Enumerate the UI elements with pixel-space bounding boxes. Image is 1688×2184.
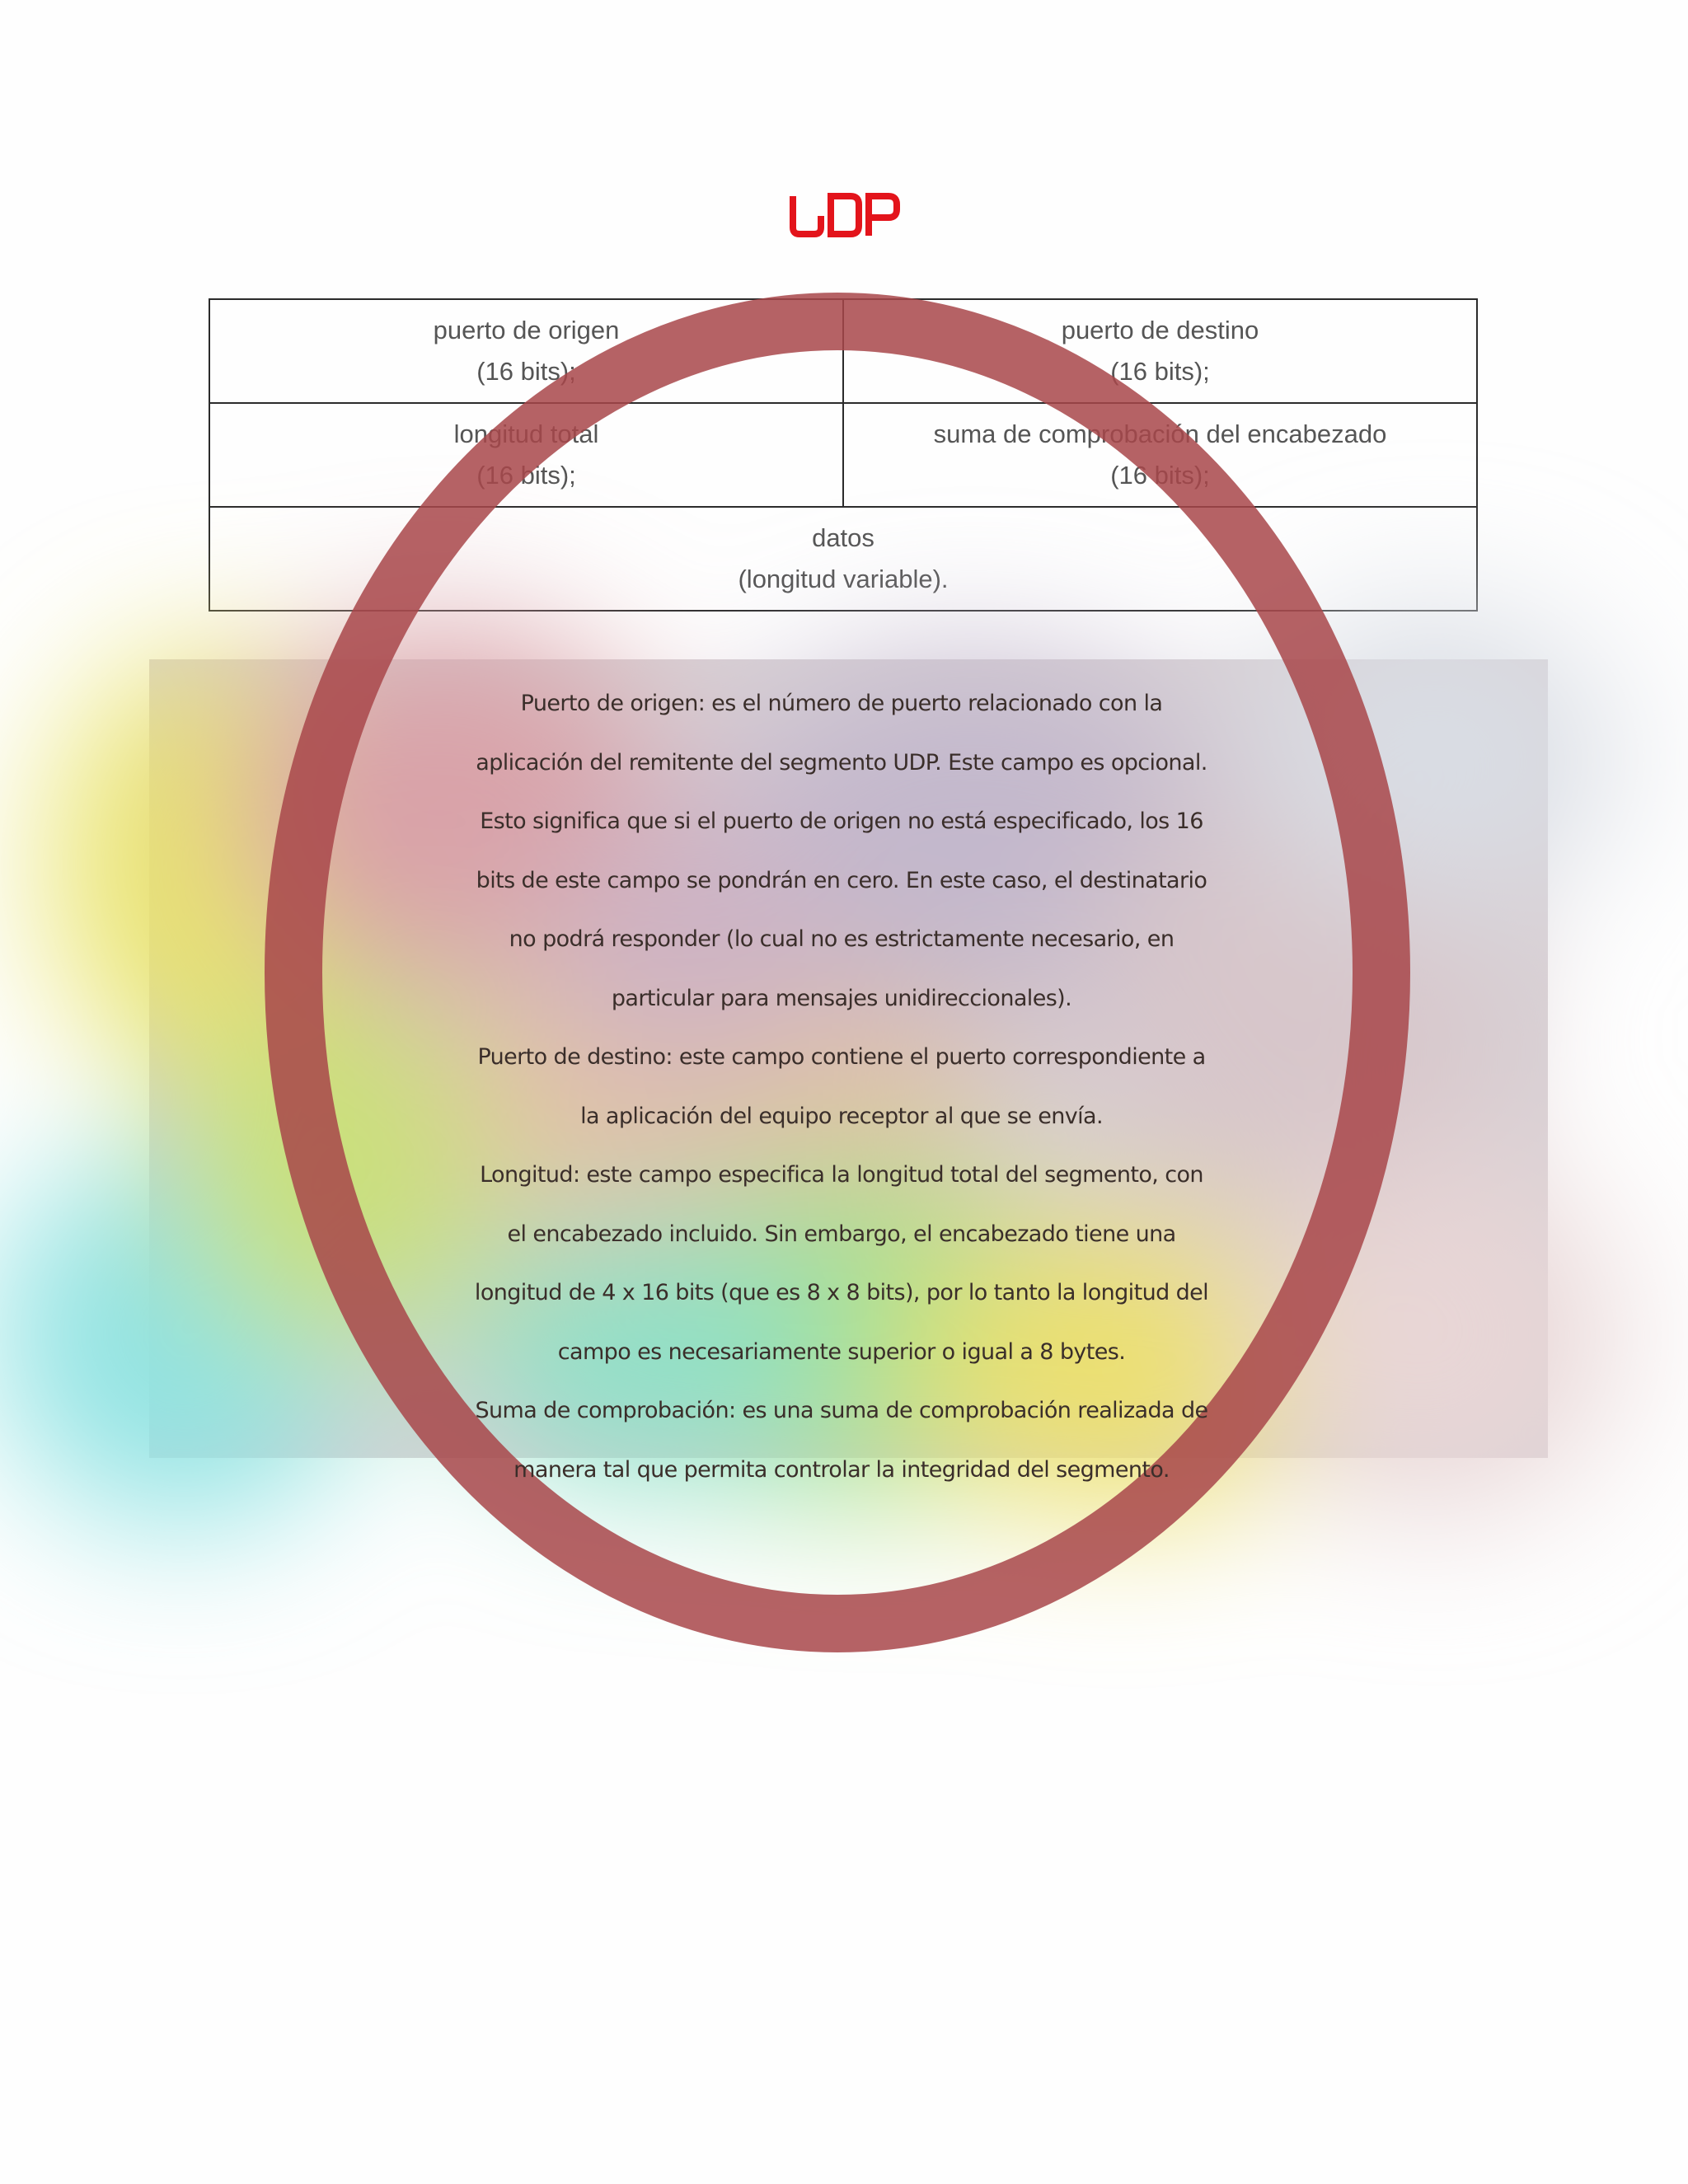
paragraph-length: Longitud: este campo especifica la longitud total del segmento, con el encabezado incluido. Sin embargo, el encabezado tiene una longitud de 4 x 16 bits (que es 8 x 8 bits), por lo tanto la longitud del campo es necesariamente superior o igual a 8 bytes. [474,1162,1209,1365]
field-label: suma de comprobación del encabezado [933,419,1387,448]
field-size: (16 bits); [1110,461,1210,490]
field-size: (16 bits); [476,357,576,386]
field-label: puerto de origen [433,316,620,344]
field-size: (16 bits); [476,461,576,490]
field-label: longitud total [453,419,599,448]
field-label: datos [812,523,874,552]
field-size: (16 bits); [1110,357,1210,386]
udp-logo [786,191,902,241]
paragraph-source-port: Puerto de origen: es el número de puerto relacionado con la aplicación del remitente del segmento UDP. Este campo es opcional. Esto significa que si el puerto de origen no está especificado, los 16 bits de este campo se pondrán en cero. En este caso, el destinatario no podrá responder (lo cual no es estrictamente necesario, en particular para mensajes unidireccionales). [476,691,1207,1011]
paragraph-checksum: Suma de comprobación: es una suma de comprobación realizada de manera tal que permita controlar la integridad del segmento. [475,1398,1208,1483]
explanation-text [471,674,1212,1499]
table-row [209,403,1477,507]
document-title [0,191,1688,245]
paragraph-destination-port: Puerto de destino: este campo contiene el puerto correspondiente a la aplicación del equipo receptor al que se envía. [477,1044,1206,1129]
explanation-image [149,659,1548,1483]
field-size: (longitud variable). [738,565,949,593]
field-label: puerto de destino [1061,316,1259,344]
